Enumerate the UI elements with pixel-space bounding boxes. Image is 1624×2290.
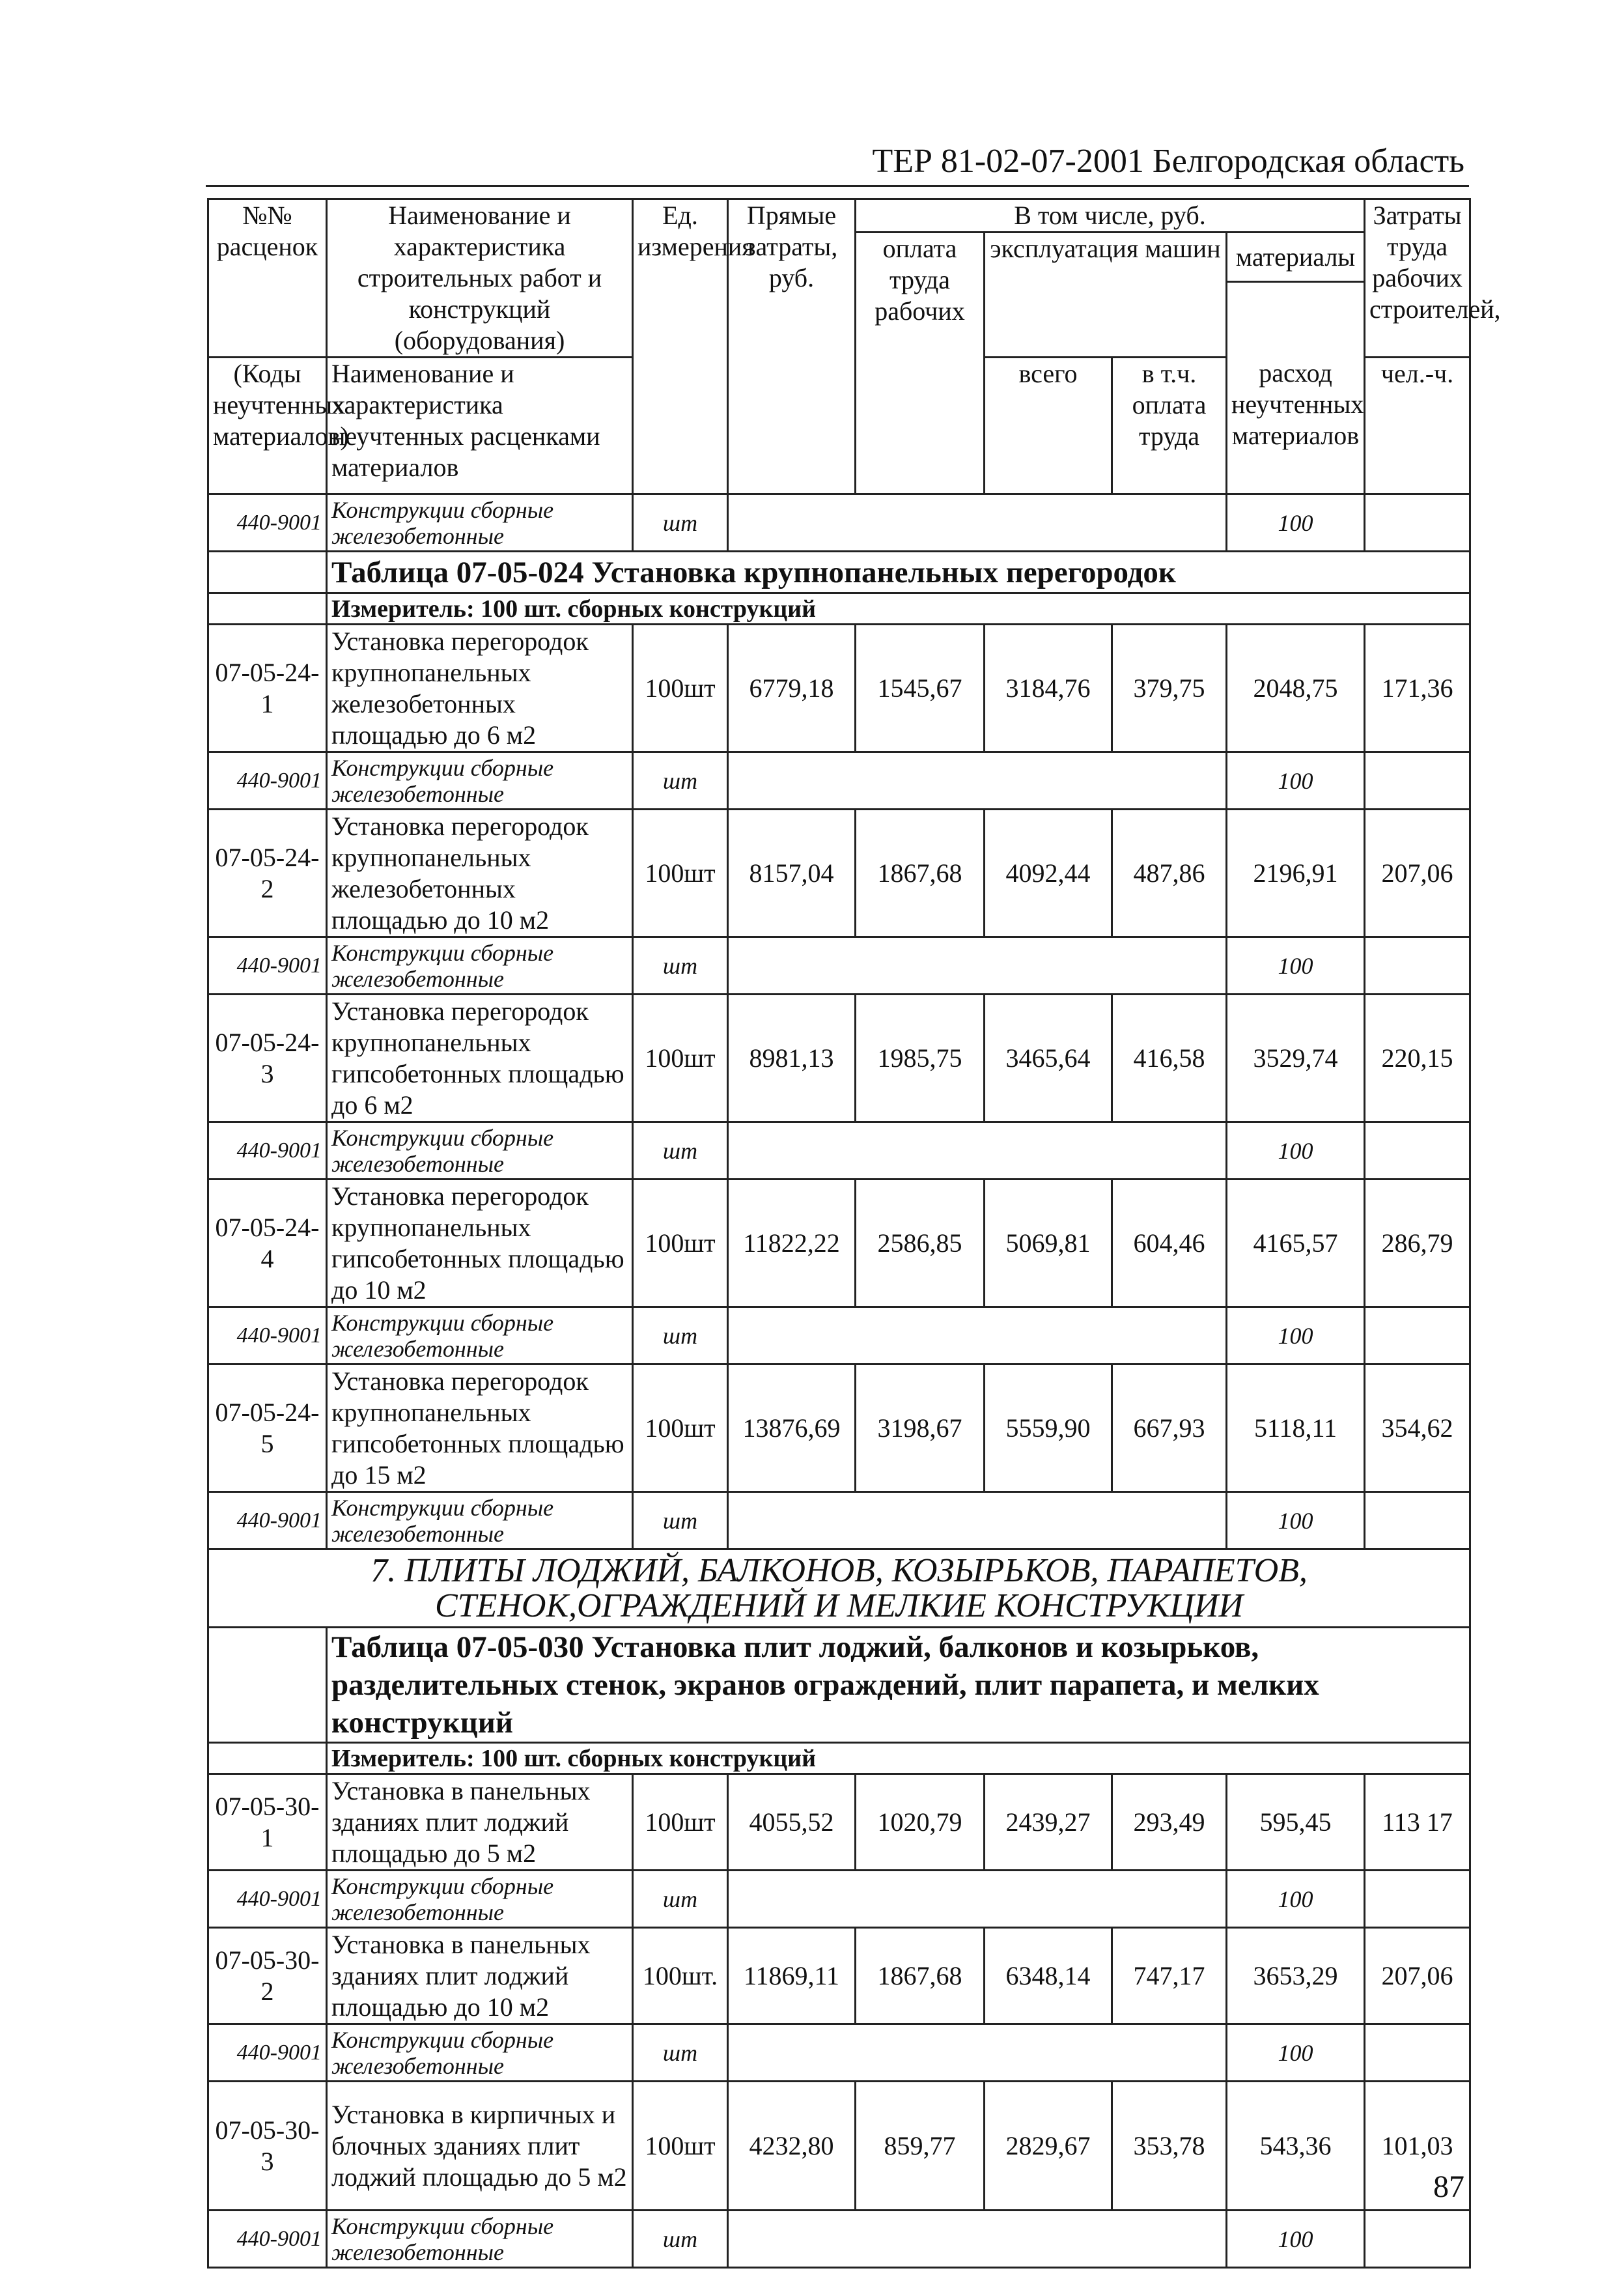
- rate-unit: 100шт: [633, 1180, 728, 1307]
- page-number: 87: [1433, 2170, 1464, 2204]
- rate-materials: 3653,29: [1227, 1928, 1365, 2024]
- material-name: Конструкции сборные железобетонные: [327, 2024, 633, 2082]
- material-code: 440-9001: [208, 1871, 327, 1928]
- rate-machines: 6348,14: [985, 1928, 1112, 2024]
- rate-labor: 207,06: [1365, 810, 1470, 937]
- col-consumption: расход неучтенных материалов: [1227, 358, 1365, 494]
- rate-unit: 100шт: [633, 995, 728, 1122]
- material-unit: шт: [633, 1492, 728, 1549]
- material-qty: 100: [1227, 937, 1365, 995]
- material-labor-blank: [1365, 494, 1470, 552]
- rate-direct: 13876,69: [728, 1364, 856, 1492]
- rate-unit: 100шт: [633, 1774, 728, 1871]
- material-qty: 100: [1227, 494, 1365, 552]
- rate-materials: 543,36: [1227, 2082, 1365, 2211]
- rate-labor-pay: 1545,67: [856, 625, 985, 752]
- table-030-title: Таблица 07-05-030 Установка плит лоджий, балконов и козырьков, разделительных стенок, экранов ограждений, плит парапета, и мелких конструкций: [327, 1628, 1470, 1743]
- rate-machines-pay: 379,75: [1112, 625, 1227, 752]
- rate-labor: 354,62: [1365, 1364, 1470, 1492]
- material-name: Конструкции сборные железобетонные: [327, 2211, 633, 2268]
- material-unit: шт: [633, 752, 728, 810]
- material-code: 440-9001: [208, 1492, 327, 1549]
- rate-machines: 5069,81: [985, 1180, 1112, 1307]
- table-row: [208, 1928, 1470, 2024]
- material-qty: 100: [1227, 1871, 1365, 1928]
- rate-materials: 2196,91: [1227, 810, 1365, 937]
- table-row: [208, 1774, 1470, 1871]
- rate-materials: 4165,57: [1227, 1180, 1365, 1307]
- col-machines: эксплуатация машин: [985, 233, 1227, 358]
- material-row: [208, 494, 1470, 552]
- rate-labor: 113 17: [1365, 1774, 1470, 1871]
- rate-labor: 286,79: [1365, 1180, 1470, 1307]
- material-code: 440-9001: [208, 494, 327, 552]
- material-labor-blank: [1365, 752, 1470, 810]
- rate-name: Установка перегородок крупнопанельных железобетонных площадью до 6 м2: [327, 625, 633, 752]
- material-labor-blank: [1365, 2211, 1470, 2268]
- rate-name: Установка перегородок крупнопанельных гипсобетонных площадью до 15 м2: [327, 1364, 633, 1492]
- material-blank: [728, 1871, 1227, 1928]
- material-qty: 100: [1227, 1307, 1365, 1364]
- material-name: Конструкции сборные железобетонные: [327, 1122, 633, 1180]
- table-row: [208, 625, 1470, 752]
- rate-machines-pay: 353,78: [1112, 2082, 1227, 2211]
- header-rule: [206, 185, 1469, 187]
- material-qty: 100: [1227, 1492, 1365, 1549]
- col-num-top: №№ расценок: [208, 199, 327, 358]
- material-qty: 100: [1227, 752, 1365, 810]
- section-7-title: 7. ПЛИТЫ ЛОДЖИЙ, БАЛКОНОВ, КОЗЫРЬКОВ, ПАРАПЕТОВ, СТЕНОК,ОГРАЖДЕНИЙ И МЕЛКИЕ КОНСТРУКЦИИ: [208, 1549, 1470, 1628]
- material-row: [208, 937, 1470, 995]
- material-qty: 100: [1227, 1122, 1365, 1180]
- col-total: всего: [985, 358, 1112, 494]
- material-row: [208, 752, 1470, 810]
- material-labor-blank: [1365, 1122, 1470, 1180]
- table-row: [208, 995, 1470, 1122]
- rate-direct: 11869,11: [728, 1928, 856, 2024]
- rate-name: Установка в кирпичных и блочных зданиях плит лоджий площадью до 5 м2: [327, 2082, 633, 2211]
- rate-labor: 171,36: [1365, 625, 1470, 752]
- col-labor-pay: оплата труда рабочих: [856, 233, 985, 494]
- rate-code: 07-05-24-2: [208, 810, 327, 937]
- rates-table: [207, 198, 1501, 2269]
- rate-labor-pay: 1020,79: [856, 1774, 985, 1871]
- material-unit: шт: [633, 937, 728, 995]
- rate-unit: 100шт.: [633, 1928, 728, 2024]
- measure-row: [208, 593, 1470, 625]
- col-labor-unit: чел.-ч.: [1365, 358, 1470, 494]
- material-labor-blank: [1365, 1307, 1470, 1364]
- rate-machines: 3184,76: [985, 625, 1112, 752]
- material-blank: [728, 752, 1227, 810]
- rate-labor-pay: 859,77: [856, 2082, 985, 2211]
- rate-labor-pay: 1985,75: [856, 995, 985, 1122]
- rate-machines: 3465,64: [985, 995, 1112, 1122]
- material-name: Конструкции сборные железобетонные: [327, 937, 633, 995]
- material-labor-blank: [1365, 1492, 1470, 1549]
- material-blank: [728, 1122, 1227, 1180]
- table-row: [208, 1180, 1470, 1307]
- rate-unit: 100шт: [633, 625, 728, 752]
- rate-labor: 220,15: [1365, 995, 1470, 1122]
- rate-name: Установка в панельных зданиях плит лоджий площадью до 5 м2: [327, 1774, 633, 1871]
- col-num-bottom: (Коды неучтенных материалов): [208, 358, 327, 494]
- table-024-measure: Измеритель: 100 шт. сборных конструкций: [327, 593, 1470, 625]
- rate-direct: 8981,13: [728, 995, 856, 1122]
- table-title-row: [208, 1628, 1470, 1743]
- rate-direct: 4055,52: [728, 1774, 856, 1871]
- material-row: [208, 1871, 1470, 1928]
- rate-machines-pay: 667,93: [1112, 1364, 1227, 1492]
- material-code: 440-9001: [208, 752, 327, 810]
- rate-code: 07-05-24-3: [208, 995, 327, 1122]
- header-row-1: [208, 199, 1470, 233]
- rate-machines-pay: 293,49: [1112, 1774, 1227, 1871]
- rate-machines-pay: 747,17: [1112, 1928, 1227, 2024]
- material-labor-blank: [1365, 2024, 1470, 2082]
- col-name-bottom: Наименование и характеристика неучтенных расценками материалов: [327, 358, 633, 494]
- material-blank: [728, 2211, 1227, 2268]
- rate-machines-pay: 604,46: [1112, 1180, 1227, 1307]
- col-incl: В том числе, руб.: [856, 199, 1365, 233]
- col-materials: материалы: [1227, 233, 1365, 282]
- material-qty: 100: [1227, 2211, 1365, 2268]
- table-title-row: [208, 552, 1470, 593]
- material-code: 440-9001: [208, 2211, 327, 2268]
- rate-unit: 100шт: [633, 2082, 728, 2211]
- material-name: Конструкции сборные железобетонные: [327, 752, 633, 810]
- col-labor-top: Затраты труда рабочих строителей,: [1365, 199, 1470, 358]
- col-direct: Прямые затраты, руб.: [728, 199, 856, 494]
- rate-direct: 4232,80: [728, 2082, 856, 2211]
- material-row: [208, 1307, 1470, 1364]
- material-unit: шт: [633, 1122, 728, 1180]
- rate-machines: 4092,44: [985, 810, 1112, 937]
- rate-materials: 3529,74: [1227, 995, 1365, 1122]
- rate-machines: 5559,90: [985, 1364, 1112, 1492]
- rate-labor-pay: 3198,67: [856, 1364, 985, 1492]
- material-blank: [728, 1492, 1227, 1549]
- col-materials-gap: [1227, 282, 1365, 358]
- material-labor-blank: [1365, 1871, 1470, 1928]
- rate-labor: 101,03: [1365, 2082, 1470, 2211]
- rate-machines-pay: 416,58: [1112, 995, 1227, 1122]
- rate-direct: 6779,18: [728, 625, 856, 752]
- material-code: 440-9001: [208, 937, 327, 995]
- rate-machines: 2439,27: [985, 1774, 1112, 1871]
- rate-labor-pay: 2586,85: [856, 1180, 985, 1307]
- material-blank: [728, 494, 1227, 552]
- rate-labor-pay: 1867,68: [856, 810, 985, 937]
- rate-materials: 5118,11: [1227, 1364, 1365, 1492]
- table-row: [208, 810, 1470, 937]
- material-row: [208, 2024, 1470, 2082]
- material-blank: [728, 937, 1227, 995]
- material-name: Конструкции сборные железобетонные: [327, 1307, 633, 1364]
- section-row: [208, 1549, 1470, 1628]
- material-unit: шт: [633, 1871, 728, 1928]
- rate-materials: 595,45: [1227, 1774, 1365, 1871]
- rate-materials: 2048,75: [1227, 625, 1365, 752]
- material-row: [208, 1122, 1470, 1180]
- rate-code: 07-05-24-4: [208, 1180, 327, 1307]
- material-unit: шт: [633, 2211, 728, 2268]
- material-row: [208, 1492, 1470, 1549]
- rate-name: Установка перегородок крупнопанельных гипсобетонных площадью до 10 м2: [327, 1180, 633, 1307]
- material-blank: [728, 1307, 1227, 1364]
- rate-labor-pay: 1867,68: [856, 1928, 985, 2024]
- col-incl-pay: в т.ч. оплата труда: [1112, 358, 1227, 494]
- material-code: 440-9001: [208, 2024, 327, 2082]
- rate-code: 07-05-24-5: [208, 1364, 327, 1492]
- table-024-title: Таблица 07-05-024 Установка крупнопанельных перегородок: [327, 552, 1470, 593]
- rate-machines-pay: 487,86: [1112, 810, 1227, 937]
- table-030-measure: Измеритель: 100 шт. сборных конструкций: [327, 1743, 1470, 1774]
- rate-code: 07-05-24-1: [208, 625, 327, 752]
- material-unit: шт: [633, 2024, 728, 2082]
- col-unit: Ед. измерения: [633, 199, 728, 494]
- material-code: 440-9001: [208, 1122, 327, 1180]
- rate-direct: 11822,22: [728, 1180, 856, 1307]
- material-name: Конструкции сборные железобетонные: [327, 494, 633, 552]
- material-row: [208, 2211, 1470, 2268]
- material-unit: шт: [633, 1307, 728, 1364]
- material-labor-blank: [1365, 937, 1470, 995]
- table-row: [208, 1364, 1470, 1492]
- rate-unit: 100шт: [633, 1364, 728, 1492]
- rate-code: 07-05-30-1: [208, 1774, 327, 1871]
- material-code: 440-9001: [208, 1307, 327, 1364]
- col-name-top: Наименование и характеристика строительных работ и конструкций (оборудования): [327, 199, 633, 358]
- material-qty: 100: [1227, 2024, 1365, 2082]
- material-name: Конструкции сборные железобетонные: [327, 1492, 633, 1549]
- rate-name: Установка в панельных зданиях плит лоджий площадью до 10 м2: [327, 1928, 633, 2024]
- measure-row: [208, 1743, 1470, 1774]
- table-row: [208, 2082, 1470, 2211]
- material-unit: шт: [633, 494, 728, 552]
- rate-code: 07-05-30-2: [208, 1928, 327, 2024]
- rate-direct: 8157,04: [728, 810, 856, 937]
- rate-name: Установка перегородок крупнопанельных железобетонных площадью до 10 м2: [327, 810, 633, 937]
- page-header: ТЕР 81-02-07-2001 Белгородская область: [872, 143, 1464, 180]
- material-blank: [728, 2024, 1227, 2082]
- rate-name: Установка перегородок крупнопанельных гипсобетонных площадью до 6 м2: [327, 995, 633, 1122]
- rate-unit: 100шт: [633, 810, 728, 937]
- rate-code: 07-05-30-3: [208, 2082, 327, 2211]
- rate-machines: 2829,67: [985, 2082, 1112, 2211]
- material-name: Конструкции сборные железобетонные: [327, 1871, 633, 1928]
- rate-labor: 207,06: [1365, 1928, 1470, 2024]
